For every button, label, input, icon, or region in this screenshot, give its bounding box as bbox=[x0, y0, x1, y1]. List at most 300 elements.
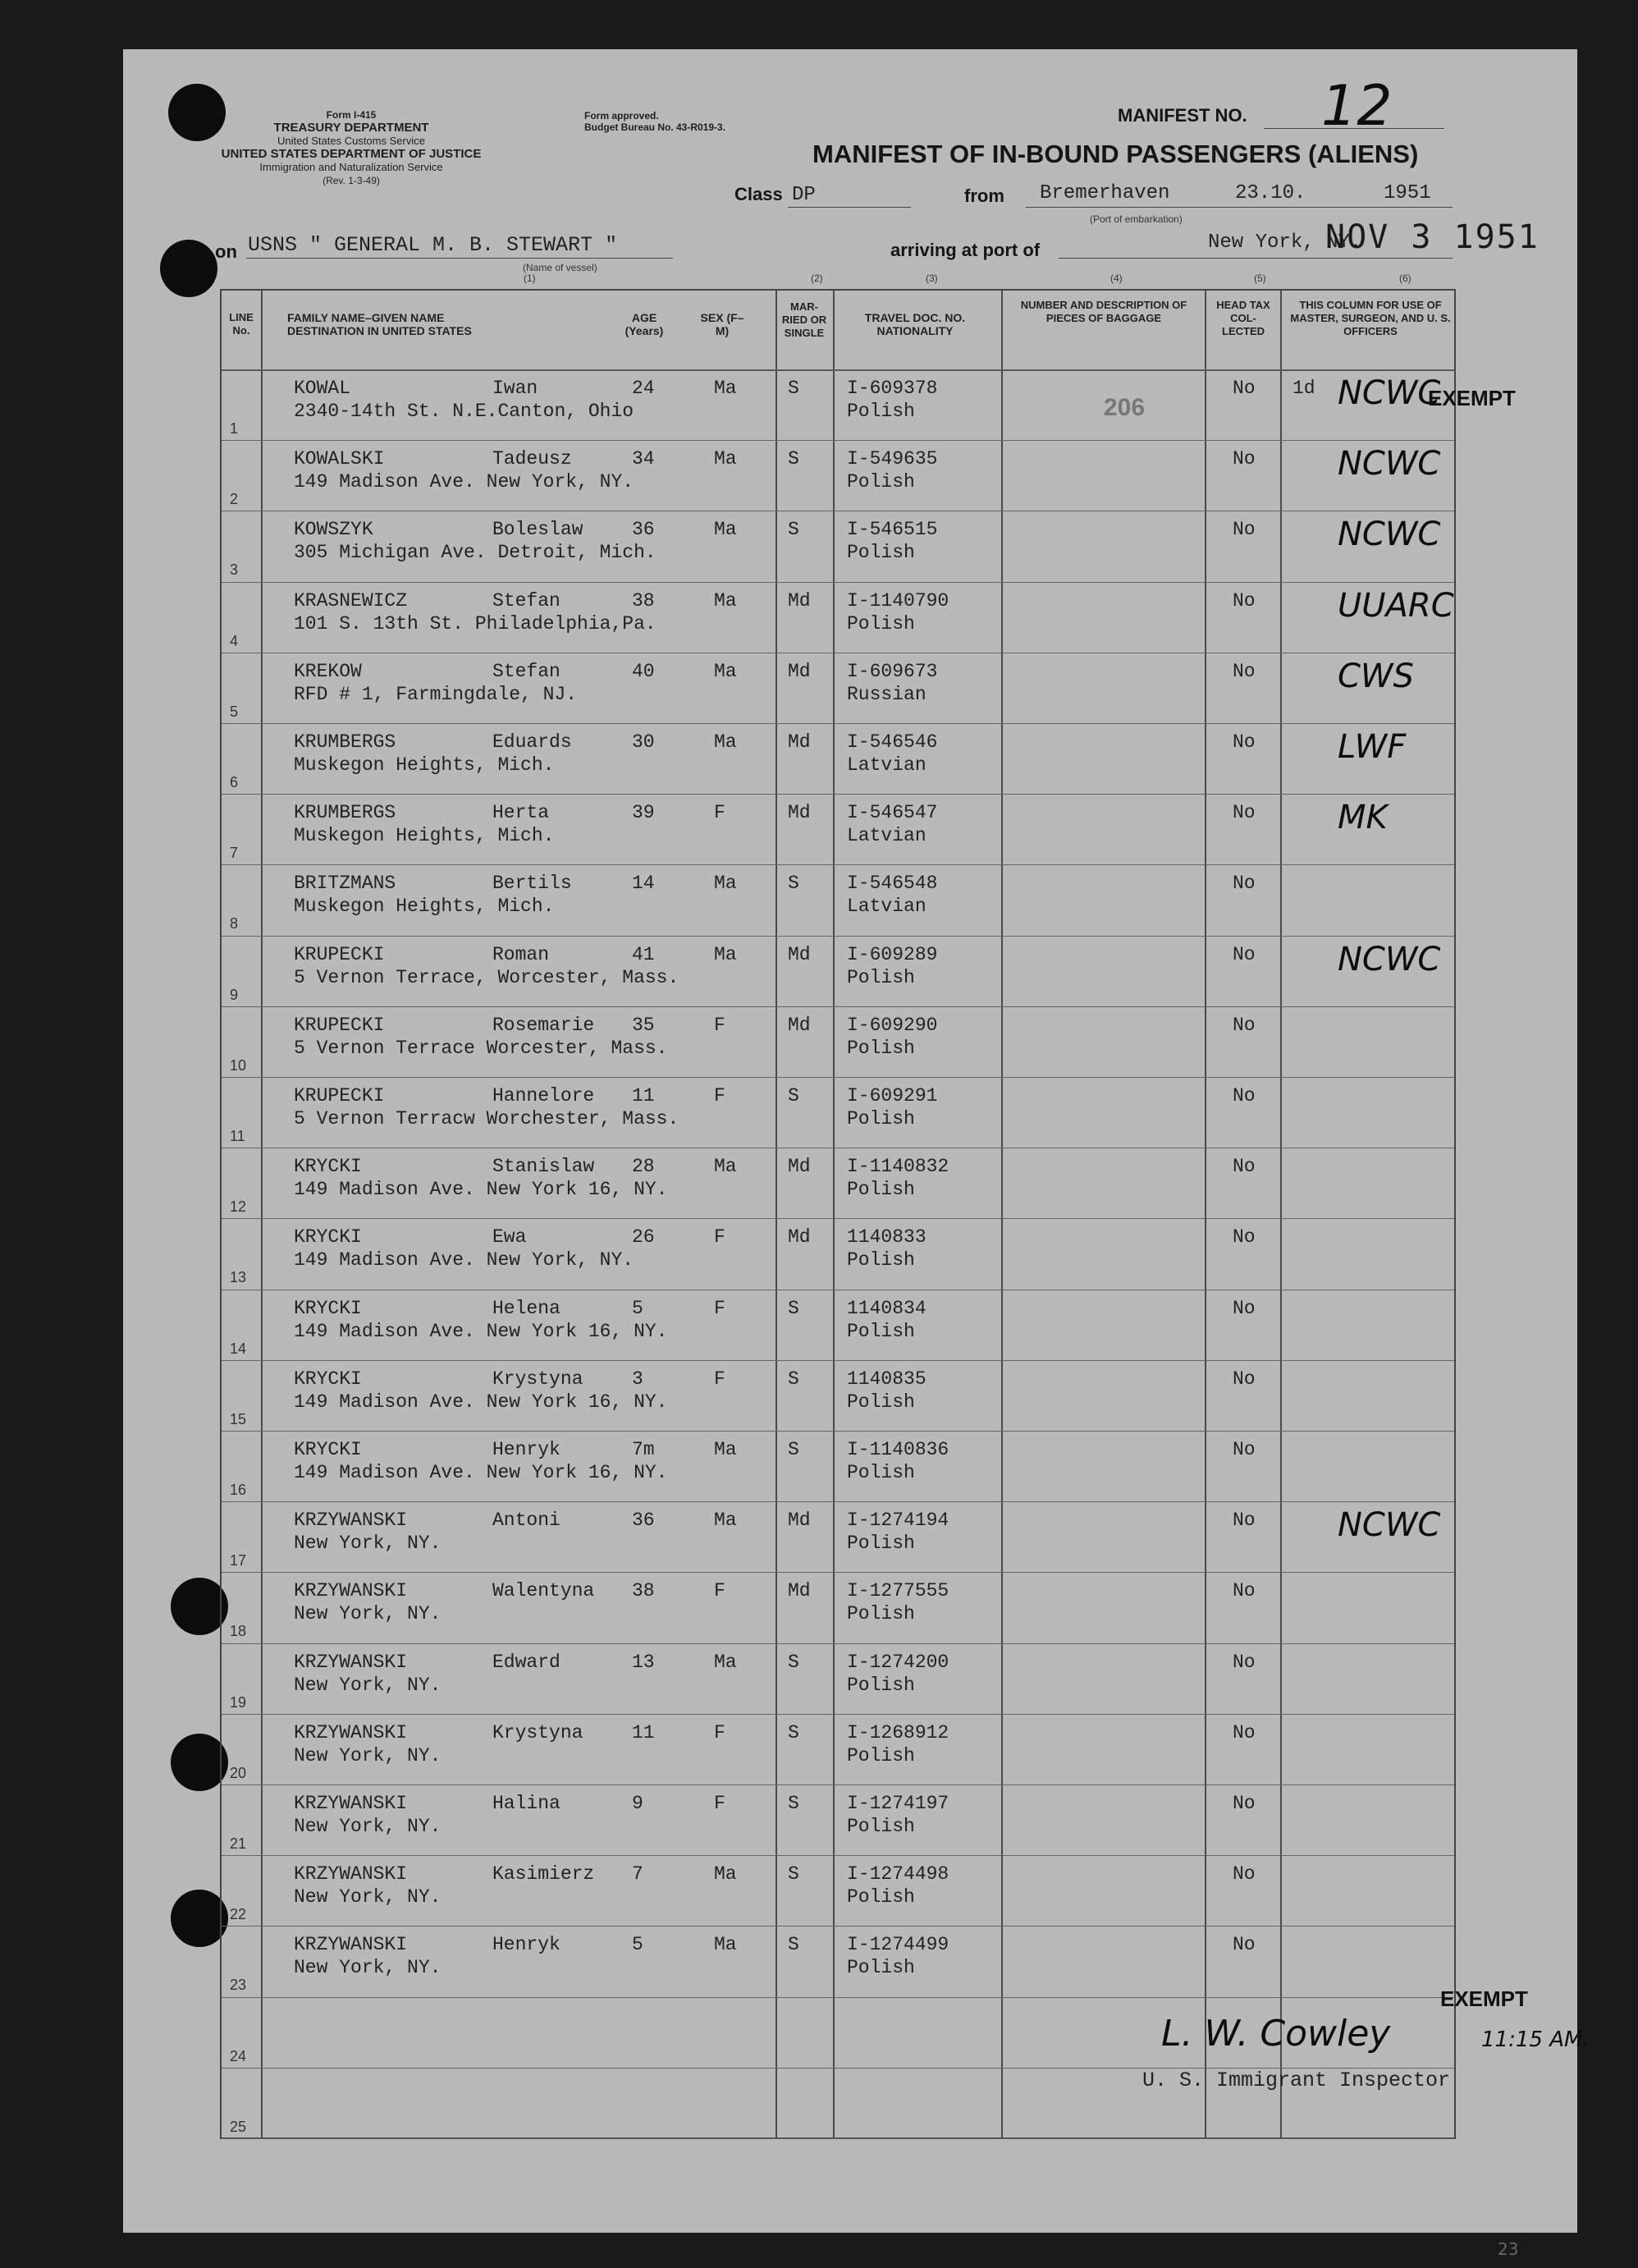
marital-status: S bbox=[788, 378, 799, 399]
destination: New York, NY. bbox=[294, 1957, 442, 1979]
age: 40 bbox=[632, 660, 655, 682]
col-num-3: (3) bbox=[926, 273, 938, 284]
sex: F bbox=[714, 1580, 725, 1602]
nationality: Polish bbox=[847, 1957, 915, 1979]
age: 36 bbox=[632, 519, 655, 541]
table-row bbox=[222, 1501, 1454, 1573]
head-tax: No bbox=[1233, 1156, 1256, 1178]
travel-doc: I-1274194 bbox=[847, 1510, 949, 1532]
form-revision: (Rev. 1-3-49) bbox=[323, 175, 380, 186]
destination: 149 Madison Ave. New York 16, NY. bbox=[294, 1462, 668, 1483]
departure-year: 1951 bbox=[1384, 182, 1431, 204]
family-name: KRYCKI bbox=[294, 1439, 362, 1460]
col-num-4: (4) bbox=[1110, 273, 1123, 284]
nationality: Polish bbox=[847, 1744, 915, 1766]
vessel-name: USNS " GENERAL M. B. STEWART " bbox=[248, 233, 618, 257]
punch-hole bbox=[168, 84, 226, 141]
given-name: Herta bbox=[492, 802, 550, 824]
nationality: Polish bbox=[847, 1037, 915, 1059]
nationality: Polish bbox=[847, 612, 915, 635]
given-name: Hannelore bbox=[492, 1085, 595, 1107]
marital-status: Md bbox=[788, 802, 811, 824]
travel-doc: I-1140790 bbox=[847, 589, 949, 612]
given-name: Stefan bbox=[492, 660, 560, 682]
travel-doc: I-546548 bbox=[847, 873, 938, 895]
sex: Ma bbox=[714, 660, 737, 682]
head-tax: No bbox=[1233, 448, 1256, 470]
destination: Muskegon Heights, Mich. bbox=[294, 896, 555, 918]
destination: New York, NY. bbox=[294, 1816, 442, 1837]
travel-doc: I-1274197 bbox=[847, 1793, 949, 1814]
from-underline bbox=[1026, 207, 1453, 208]
nationality: Polish bbox=[847, 1179, 915, 1201]
given-name: Stefan bbox=[492, 589, 560, 612]
head-tax: No bbox=[1233, 1014, 1256, 1036]
destination: 149 Madison Ave. New York, NY. bbox=[294, 1249, 634, 1271]
line-number: 11 bbox=[230, 1128, 245, 1144]
family-name: BRITZMANS bbox=[294, 873, 396, 895]
age: 38 bbox=[632, 1580, 655, 1602]
sex: Ma bbox=[714, 1156, 737, 1178]
age: 11 bbox=[632, 1085, 655, 1107]
travel-doc: I-1274498 bbox=[847, 1863, 949, 1885]
head-tax: No bbox=[1233, 1297, 1256, 1319]
head-tax: No bbox=[1233, 1368, 1256, 1390]
marital-status: Md bbox=[788, 943, 811, 965]
family-name: KOWAL bbox=[294, 378, 351, 399]
travel-doc: I-609290 bbox=[847, 1014, 938, 1036]
given-name: Krystyna bbox=[492, 1721, 583, 1743]
nationality: Russian bbox=[847, 683, 927, 705]
line-number: 3 bbox=[230, 561, 239, 579]
nationality: Latvian bbox=[847, 754, 927, 776]
col-header-officers: THIS COLUMN FOR USE OF MASTER, SURGEON, AND U. S. OFFICERS bbox=[1290, 299, 1451, 337]
age: 14 bbox=[632, 873, 655, 895]
col-header-headtax: HEAD TAX COL- LECTED bbox=[1216, 299, 1270, 337]
col-num-6: (6) bbox=[1399, 273, 1412, 284]
nationality: Latvian bbox=[847, 896, 927, 918]
destination: 149 Madison Ave. New York 16, NY. bbox=[294, 1391, 668, 1413]
destination: New York, NY. bbox=[294, 1674, 442, 1696]
travel-doc: I-1274200 bbox=[847, 1651, 949, 1673]
col-header-line: LINE No. bbox=[229, 311, 254, 337]
col-header-married: MAR- RIED OR SINGLE bbox=[781, 300, 827, 339]
sex: F bbox=[714, 802, 725, 824]
age: 38 bbox=[632, 589, 655, 612]
table-row bbox=[222, 1290, 1454, 1361]
head-tax: No bbox=[1233, 378, 1256, 399]
table-row bbox=[222, 794, 1454, 865]
sex: Ma bbox=[714, 448, 737, 470]
marital-status: S bbox=[788, 1439, 799, 1460]
line-number: 5 bbox=[230, 703, 239, 720]
dept-justice-sub: Immigration and Naturalization Service bbox=[259, 161, 443, 173]
line-number: 18 bbox=[230, 1623, 247, 1640]
col-num-2: (2) bbox=[811, 273, 823, 284]
sex: Ma bbox=[714, 589, 737, 612]
nationality: Polish bbox=[847, 1108, 915, 1129]
given-name: Edward bbox=[492, 1651, 560, 1673]
nationality: Polish bbox=[847, 401, 915, 422]
line-number: 16 bbox=[230, 1482, 247, 1498]
sex: F bbox=[714, 1014, 725, 1036]
head-tax: No bbox=[1233, 1439, 1256, 1460]
age: 39 bbox=[632, 802, 655, 824]
table-row bbox=[222, 440, 1454, 511]
family-name: KRZYWANSKI bbox=[294, 1510, 408, 1532]
agency-handwriting: CWS bbox=[1338, 657, 1414, 695]
head-tax: No bbox=[1233, 660, 1256, 682]
table-row bbox=[222, 723, 1454, 795]
given-name: Stanislaw bbox=[492, 1156, 595, 1178]
head-tax: No bbox=[1233, 1580, 1256, 1602]
table-row bbox=[222, 369, 1454, 441]
line-number: 1 bbox=[230, 420, 239, 437]
table-row bbox=[222, 1218, 1454, 1290]
family-name: KRYCKI bbox=[294, 1368, 362, 1390]
marital-status: Md bbox=[788, 1580, 811, 1602]
table-row bbox=[222, 1360, 1454, 1432]
nationality: Polish bbox=[847, 1674, 915, 1696]
family-name: KRZYWANSKI bbox=[294, 1793, 408, 1814]
table-row bbox=[222, 1785, 1454, 1856]
agency-handwriting: NCWC bbox=[1338, 374, 1441, 412]
signature-time: 11:15 AM. bbox=[1481, 2027, 1590, 2052]
line-number: 15 bbox=[230, 1410, 247, 1427]
table-row bbox=[222, 864, 1454, 936]
given-name: Boleslaw bbox=[492, 519, 583, 541]
family-name: KRUMBERGS bbox=[294, 802, 396, 824]
sex: F bbox=[714, 1085, 725, 1107]
departure-date: 23.10. bbox=[1235, 182, 1306, 204]
destination: New York, NY. bbox=[294, 1744, 442, 1766]
age: 5 bbox=[632, 1934, 643, 1956]
travel-doc: I-1140836 bbox=[847, 1439, 949, 1460]
manifest-sheet bbox=[123, 49, 1590, 2259]
family-name: KRZYWANSKI bbox=[294, 1580, 408, 1602]
age: 28 bbox=[632, 1156, 655, 1178]
passenger-table bbox=[220, 289, 1456, 2139]
line-number: 9 bbox=[230, 986, 239, 1003]
marital-status: S bbox=[788, 1934, 799, 1956]
travel-doc: I-609289 bbox=[847, 943, 938, 965]
marital-status: Md bbox=[788, 1510, 811, 1532]
table-row bbox=[222, 1643, 1454, 1715]
family-name: KRUMBERGS bbox=[294, 731, 396, 753]
nationality: Polish bbox=[847, 1603, 915, 1625]
destination: New York, NY. bbox=[294, 1886, 442, 1908]
age: 24 bbox=[632, 378, 655, 399]
head-tax: No bbox=[1233, 1793, 1256, 1814]
marital-status: Md bbox=[788, 1014, 811, 1036]
agency-handwriting: UUARC bbox=[1338, 586, 1454, 625]
table-row bbox=[222, 1148, 1454, 1219]
family-name: KOWSZYK bbox=[294, 519, 373, 541]
nationality: Polish bbox=[847, 966, 915, 988]
table-row bbox=[222, 1855, 1454, 1927]
form-number: Form I-415 bbox=[326, 109, 377, 121]
age: 34 bbox=[632, 448, 655, 470]
line-number: 13 bbox=[230, 1269, 247, 1286]
destination: 149 Madison Ave. New York 16, NY. bbox=[294, 1179, 668, 1201]
sex: F bbox=[714, 1226, 725, 1249]
sex: Ma bbox=[714, 943, 737, 965]
table-row bbox=[222, 1572, 1454, 1643]
travel-doc: I-546547 bbox=[847, 802, 938, 824]
punch-hole bbox=[160, 240, 217, 297]
col-num-1: (1) bbox=[524, 273, 536, 284]
col-header-age: AGE (Years) bbox=[625, 311, 664, 337]
travel-doc: 1140833 bbox=[847, 1226, 927, 1249]
given-name: Halina bbox=[492, 1793, 560, 1814]
nationality: Polish bbox=[847, 1533, 915, 1555]
destination: Muskegon Heights, Mich. bbox=[294, 825, 555, 847]
line-number: 2 bbox=[230, 491, 239, 508]
table-row bbox=[222, 653, 1454, 724]
given-name: Bertils bbox=[492, 873, 572, 895]
col-header-name: FAMILY NAME–GIVEN NAME DESTINATION IN UNITED STATES bbox=[287, 311, 472, 337]
nationality: Polish bbox=[847, 1320, 915, 1342]
age: 7 bbox=[632, 1863, 643, 1885]
family-name: KRZYWANSKI bbox=[294, 1934, 408, 1956]
marital-status: S bbox=[788, 873, 799, 895]
age: 26 bbox=[632, 1226, 655, 1249]
form-approval bbox=[584, 110, 725, 133]
given-name: Kasimierz bbox=[492, 1863, 595, 1885]
form-agency-block bbox=[220, 108, 483, 187]
from-value: Bremerhaven bbox=[1040, 182, 1170, 204]
line-number: 12 bbox=[230, 1198, 247, 1216]
given-name: Tadeusz bbox=[492, 448, 572, 470]
line-number: 10 bbox=[230, 1056, 247, 1074]
dept-treasury-sub: United States Customs Service bbox=[277, 135, 425, 147]
table-row bbox=[222, 1077, 1454, 1148]
travel-doc: I-546515 bbox=[847, 519, 938, 541]
family-name: KRASNEWICZ bbox=[294, 589, 408, 612]
travel-doc: I-609378 bbox=[847, 378, 938, 399]
line-number: 17 bbox=[230, 1552, 247, 1569]
nationality: Polish bbox=[847, 1816, 915, 1837]
head-tax: No bbox=[1233, 1651, 1256, 1673]
age: 13 bbox=[632, 1651, 655, 1673]
family-name: KRZYWANSKI bbox=[294, 1651, 408, 1673]
travel-doc: I-609673 bbox=[847, 660, 938, 682]
family-name: KRUPECKI bbox=[294, 943, 385, 965]
given-name: Ewa bbox=[492, 1226, 527, 1249]
marital-status: S bbox=[788, 519, 799, 541]
destination: RFD # 1, Farmingdale, NJ. bbox=[294, 683, 578, 705]
destination: 5 Vernon Terracw Worchester, Mass. bbox=[294, 1108, 679, 1129]
nationality: Polish bbox=[847, 1249, 915, 1271]
head-tax: No bbox=[1233, 589, 1256, 612]
baggage-number: 206 bbox=[1104, 394, 1146, 421]
marital-status: Md bbox=[788, 589, 811, 612]
nationality: Latvian bbox=[847, 825, 927, 847]
col-header-travel: TRAVEL DOC. NO. NATIONALITY bbox=[864, 311, 966, 337]
vessel-caption: (Name of vessel) bbox=[523, 262, 597, 273]
line-number: 4 bbox=[230, 632, 239, 649]
sex: Ma bbox=[714, 1651, 737, 1673]
travel-doc: I-1274499 bbox=[847, 1934, 949, 1956]
destination: 2340-14th St. N.E.Canton, Ohio bbox=[294, 401, 634, 422]
port-caption: (Port of embarkation) bbox=[1090, 213, 1183, 225]
officer-note: 1d bbox=[1293, 378, 1315, 399]
travel-doc: I-549635 bbox=[847, 448, 938, 470]
arriving-port: New York, NY. bbox=[1208, 231, 1362, 254]
given-name: Antoni bbox=[492, 1510, 560, 1532]
family-name: KRYCKI bbox=[294, 1226, 362, 1249]
agency-handwriting: NCWC bbox=[1338, 1506, 1441, 1545]
page-mark: 23 bbox=[1498, 2239, 1519, 2259]
arriving-underline bbox=[1059, 258, 1453, 259]
given-name: Henryk bbox=[492, 1934, 560, 1956]
sex: F bbox=[714, 1793, 725, 1814]
family-name: KRYCKI bbox=[294, 1297, 362, 1319]
marital-status: S bbox=[788, 1297, 799, 1319]
manifest-no-value: 12 bbox=[1321, 74, 1393, 139]
marital-status: Md bbox=[788, 660, 811, 682]
sex: Ma bbox=[714, 1439, 737, 1460]
line-number: 24 bbox=[230, 2047, 247, 2064]
travel-doc: I-546546 bbox=[847, 731, 938, 753]
travel-doc: I-1268912 bbox=[847, 1721, 949, 1743]
line-number: 14 bbox=[230, 1340, 247, 1357]
line-number: 21 bbox=[230, 1835, 247, 1852]
destination: 305 Michigan Ave. Detroit, Mich. bbox=[294, 542, 657, 564]
destination: Muskegon Heights, Mich. bbox=[294, 754, 555, 776]
sex: F bbox=[714, 1721, 725, 1743]
agency-handwriting: NCWC bbox=[1338, 515, 1441, 554]
line-number: 8 bbox=[230, 915, 239, 932]
age: 5 bbox=[632, 1297, 643, 1319]
line-number: 19 bbox=[230, 1693, 247, 1711]
destination: New York, NY. bbox=[294, 1533, 442, 1555]
head-tax: No bbox=[1233, 1934, 1256, 1956]
sex: Ma bbox=[714, 1934, 737, 1956]
family-name: KRUPECKI bbox=[294, 1085, 385, 1107]
class-value: DP bbox=[792, 184, 816, 206]
age: 36 bbox=[632, 1510, 655, 1532]
age: 35 bbox=[632, 1014, 655, 1036]
marital-status: Md bbox=[788, 1156, 811, 1178]
table-row bbox=[222, 1006, 1454, 1078]
family-name: KOWALSKI bbox=[294, 448, 385, 470]
dept-treasury: TREASURY DEPARTMENT bbox=[273, 121, 429, 135]
age: 11 bbox=[632, 1721, 655, 1743]
line-number: 25 bbox=[230, 2118, 247, 2135]
agency-handwriting: NCWC bbox=[1338, 940, 1441, 978]
given-name: Walentyna bbox=[492, 1580, 595, 1602]
marital-status: Md bbox=[788, 731, 811, 753]
travel-doc: 1140834 bbox=[847, 1297, 927, 1319]
exempt-stamp-bottom: EXEMPT bbox=[1440, 1986, 1528, 2011]
family-name: KREKOW bbox=[294, 660, 362, 682]
sex: Ma bbox=[714, 378, 737, 399]
travel-doc: I-1140832 bbox=[847, 1156, 949, 1178]
exempt-stamp-top: EXEMPT bbox=[1428, 386, 1516, 410]
head-tax: No bbox=[1233, 943, 1256, 965]
on-label: on bbox=[215, 241, 237, 262]
family-name: KRZYWANSKI bbox=[294, 1863, 408, 1885]
agency-handwriting: NCWC bbox=[1338, 445, 1441, 483]
family-name: KRZYWANSKI bbox=[294, 1721, 408, 1743]
manifest-title: MANIFEST OF IN-BOUND PASSENGERS (ALIENS) bbox=[812, 140, 1419, 168]
family-name: KRYCKI bbox=[294, 1156, 362, 1178]
age: 9 bbox=[632, 1793, 643, 1814]
table-row bbox=[222, 582, 1454, 653]
given-name: Helena bbox=[492, 1297, 560, 1319]
given-name: Iwan bbox=[492, 378, 538, 399]
marital-status: S bbox=[788, 1651, 799, 1673]
approval-line2: Budget Bureau No. 43-R019-3. bbox=[584, 121, 726, 133]
age: 30 bbox=[632, 731, 655, 753]
class-label: Class bbox=[734, 184, 783, 204]
arriving-label: arriving at port of bbox=[890, 240, 1041, 260]
line-number: 20 bbox=[230, 1764, 247, 1781]
given-name: Krystyna bbox=[492, 1368, 583, 1390]
destination: 5 Vernon Terrace Worcester, Mass. bbox=[294, 1037, 668, 1059]
marital-status: S bbox=[788, 1085, 799, 1107]
col-num-5: (5) bbox=[1254, 273, 1266, 284]
sex: Ma bbox=[714, 1510, 737, 1532]
arrival-date-stamp: NOV 3 1951 bbox=[1325, 218, 1540, 256]
line-number: 6 bbox=[230, 774, 239, 790]
inspector-title: U. S. Immigrant Inspector bbox=[1142, 2069, 1451, 2092]
col-header-sex: SEX (F–M) bbox=[700, 311, 744, 337]
age: 7m bbox=[632, 1439, 655, 1460]
table-row bbox=[222, 936, 1454, 1007]
approval-line1: Form approved. bbox=[584, 110, 659, 121]
sex: Ma bbox=[714, 731, 737, 753]
nationality: Polish bbox=[847, 471, 915, 493]
marital-status: S bbox=[788, 448, 799, 470]
given-name: Rosemarie bbox=[492, 1014, 595, 1036]
destination: 149 Madison Ave. New York, NY. bbox=[294, 471, 634, 493]
inspector-signature: L. W. Cowley bbox=[1161, 2013, 1391, 2055]
marital-status: S bbox=[788, 1721, 799, 1743]
vessel-underline bbox=[246, 258, 673, 259]
agency-handwriting: LWF bbox=[1338, 728, 1407, 766]
nationality: Polish bbox=[847, 542, 915, 564]
marital-status: S bbox=[788, 1793, 799, 1814]
sex: Ma bbox=[714, 1863, 737, 1885]
given-name: Henryk bbox=[492, 1439, 560, 1460]
sex: F bbox=[714, 1368, 725, 1390]
head-tax: No bbox=[1233, 519, 1256, 541]
marital-status: Md bbox=[788, 1226, 811, 1249]
head-tax: No bbox=[1233, 1510, 1256, 1532]
nationality: Polish bbox=[847, 1391, 915, 1413]
nationality: Polish bbox=[847, 1886, 915, 1908]
agency-handwriting: MK bbox=[1338, 799, 1388, 837]
head-tax: No bbox=[1233, 1863, 1256, 1885]
destination: New York, NY. bbox=[294, 1603, 442, 1625]
head-tax: No bbox=[1233, 802, 1256, 824]
table-row bbox=[222, 1926, 1454, 1997]
class-underline bbox=[788, 207, 911, 208]
age: 41 bbox=[632, 943, 655, 965]
head-tax: No bbox=[1233, 873, 1256, 895]
table-row bbox=[222, 511, 1454, 582]
line-number: 22 bbox=[230, 1906, 247, 1923]
table-row bbox=[222, 1714, 1454, 1785]
head-tax: No bbox=[1233, 1721, 1256, 1743]
col-header-baggage: NUMBER AND DESCRIPTION OF PIECES OF BAGGAGE bbox=[1020, 299, 1187, 324]
line-number: 23 bbox=[230, 1977, 247, 1994]
destination: 149 Madison Ave. New York 16, NY. bbox=[294, 1320, 668, 1342]
given-name: Roman bbox=[492, 943, 550, 965]
dept-justice: UNITED STATES DEPARTMENT OF JUSTICE bbox=[221, 147, 482, 161]
